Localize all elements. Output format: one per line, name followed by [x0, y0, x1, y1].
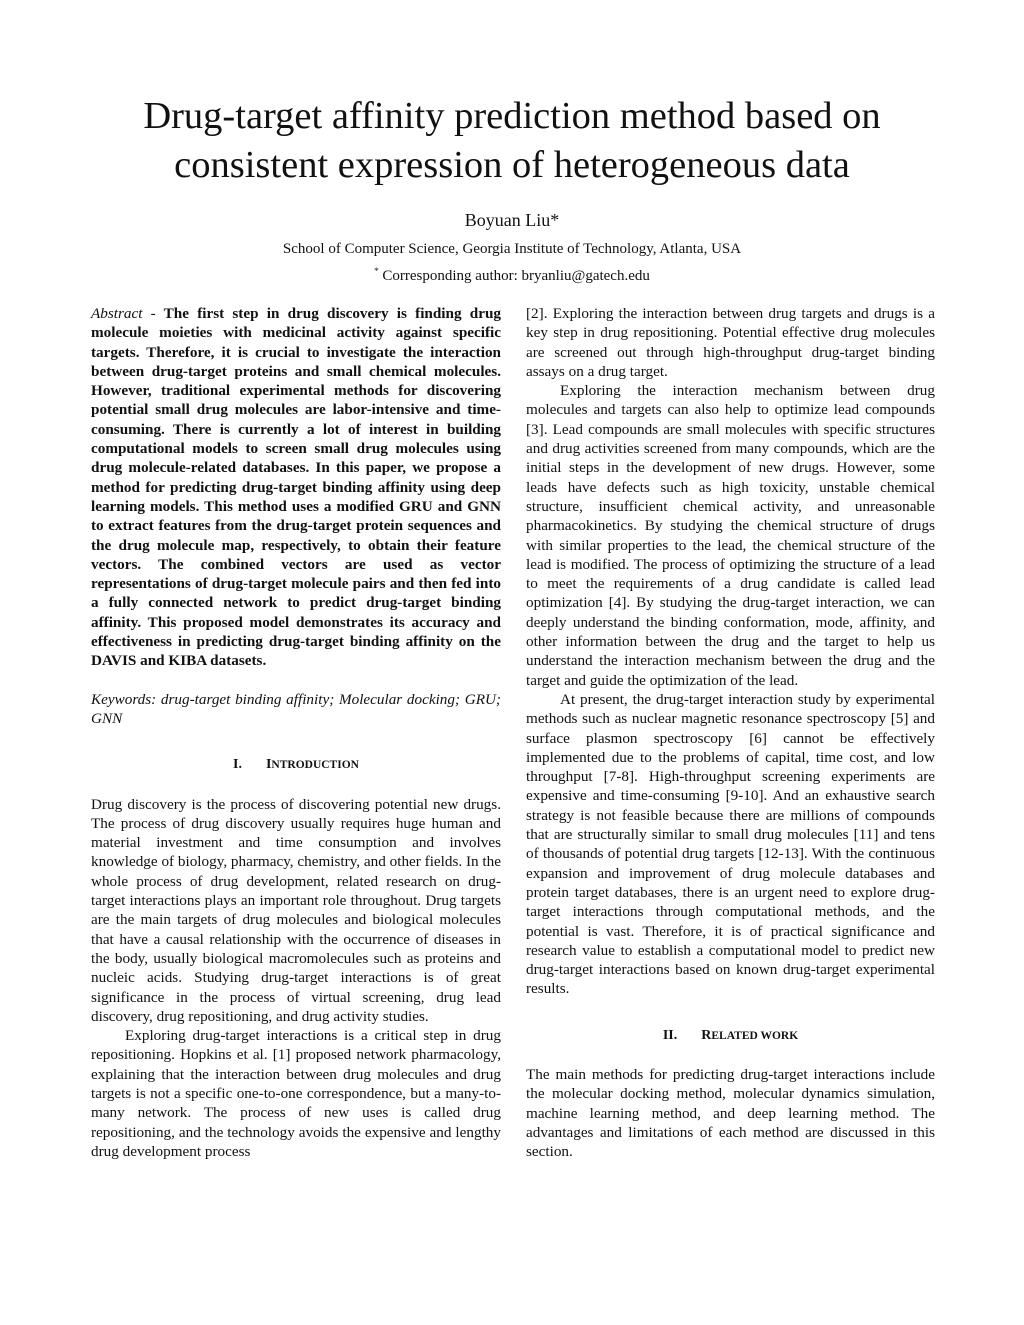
section-heading-introduction [91, 755, 501, 775]
section-title-rest: NTRODUCTION [271, 759, 359, 772]
section-title-rest: ELATED WORK [711, 1029, 799, 1042]
title-line-2: consistent expression of heterogeneous data [174, 144, 850, 186]
section-title-initial: I [265, 757, 272, 773]
corresponding-mark: * [374, 266, 379, 276]
author-name: Boyuan Liu* [464, 210, 560, 230]
section-title-initial: R [701, 1027, 712, 1043]
paragraph: Exploring the interaction mechanism between drug molecules and targets can also help to optimize lead compounds [3]. Lead compounds are small molecules with specific structures and drug activities screened from many compounds, which are the initial steps in the development of new drugs. However, some leads have defects such as high toxicity, unstable chemical structure, insufficient chemical activity, and unreasonable pharmacokinetics. By studying the chemical structure of drugs with similar properties to the lead, the chemical structure of the lead is modified. The process of optimizing the structure of a lead to meet the requirements of a drug candidate is called lead optimization [4]. By studying the drug-target interaction, we can deeply understand the binding conformation, mode, affinity, and other information between the drug and the target to help us understand the interaction mechanism between the drug and the target and guide the optimization of the lead. [526, 382, 935, 689]
abstract [91, 304, 501, 671]
section-number: II. [662, 1027, 678, 1043]
abstract-text: The first step in drug discovery is finding drug molecule moieties with medicinal activity against specific targets. Therefore, it is crucial to investigate the interaction between drug-target proteins and small chemical molecules. However, traditional experimental methods for discovering potential small drug molecules are labor-intensive and time-consuming. There is currently a lot of interest in building computational models to screen small drug molecules using drug molecule-related databases. In this paper, we propose a method for predicting drug-target binding affinity using deep learning models. This method uses a modified GRU and GNN to extract features from the drug-target protein sequences and the drug molecule map, respectively, to obtain their feature vectors. The combined vectors are used as vector representations of drug-target molecule pairs and then fed into a fully connected network to predict drug-target binding affinity. This proposed model demonstrates its accuracy and effectiveness in predicting drug-target binding affinity on the DAVIS and KIBA datasets. [91, 305, 501, 670]
corresponding-text: Corresponding author: bryanliu@gatech.edu [382, 268, 650, 284]
section-heading-related-work [526, 1026, 935, 1046]
title-line-1: Drug-target affinity prediction method based on [143, 95, 881, 137]
keywords: Keywords: drug-target binding affinity; Molecular docking; GRU; GNN [91, 690, 501, 727]
paragraph: The main methods for predicting drug-target interactions include the molecular docking method, molecular dynamics simulation, machine learning method, and deep learning method. The advantages and limitations of each method are discussed in this section. [526, 1065, 935, 1161]
paragraph: At present, the drug-target interaction study by experimental methods such as nuclear magnetic resonance spectroscopy [5] and surface plasmon spectroscopy [6] cannot be effectively implemented due to the problems of capital, time cost, and low throughput [7-8]. High-throughput screening experiments are expensive and time-consuming [9-10]. And an exhaustive search strategy is not feasible because there are millions of compounds that are structurally similar to small drug molecules [11] and tens of thousands of potential drug targets [12-13]. With the continuous expansion and improvement of drug molecule databases and protein target databases, there is an urgent need to explore drug-target interactions through computational methods, and the potential is vast. Therefore, it is of practical significance and research value to establish a computational model to predict new drug-target interactions based on known drug-target experimental results. [526, 690, 935, 998]
paper-title [0, 92, 1024, 190]
left-column [91, 304, 501, 1161]
paragraph: Drug discovery is the process of discovering potential new drugs. The process of drug discovery usually requires huge human and material investment and time consumption and involves knowledge of biology, pharmacy, chemistry, and other fields. In the whole process of drug development, related research on drug-target interactions plays an important role throughout. Drug targets are the main targets of drug molecules and biological molecules that have a causal relationship with the occurrence of diseases in the body, usually biological macromolecules such as proteins and nucleic acids. Studying drug-target interactions is of great significance in the process of virtual screening, drug lead discovery, drug repositioning, and drug activity studies. [91, 795, 501, 1025]
paragraph: Exploring drug-target interactions is a critical step in drug repositioning. Hopkins et al. [1] proposed network pharmacology, explaining that the interaction between drug molecules and drug targets is not a specific one-to-one correspondence, but a many-to-many network. The process of new uses is called drug repositioning, and the technology avoids the expensive and lengthy drug development process [91, 1027, 501, 1160]
paragraph: [2]. Exploring the interaction between drug targets and drugs is a key step in drug repositioning. Potential effective drug molecules are screened out through high-throughput drug-target binding assays on a drug target. [526, 305, 935, 380]
corresponding-author [0, 261, 1024, 286]
right-column [526, 304, 935, 1161]
abstract-label: Abstract - [91, 305, 156, 322]
author-affiliation: School of Computer Science, Georgia Institute of Technology, Atlanta, USA [282, 241, 742, 257]
section-number: I. [233, 757, 242, 773]
